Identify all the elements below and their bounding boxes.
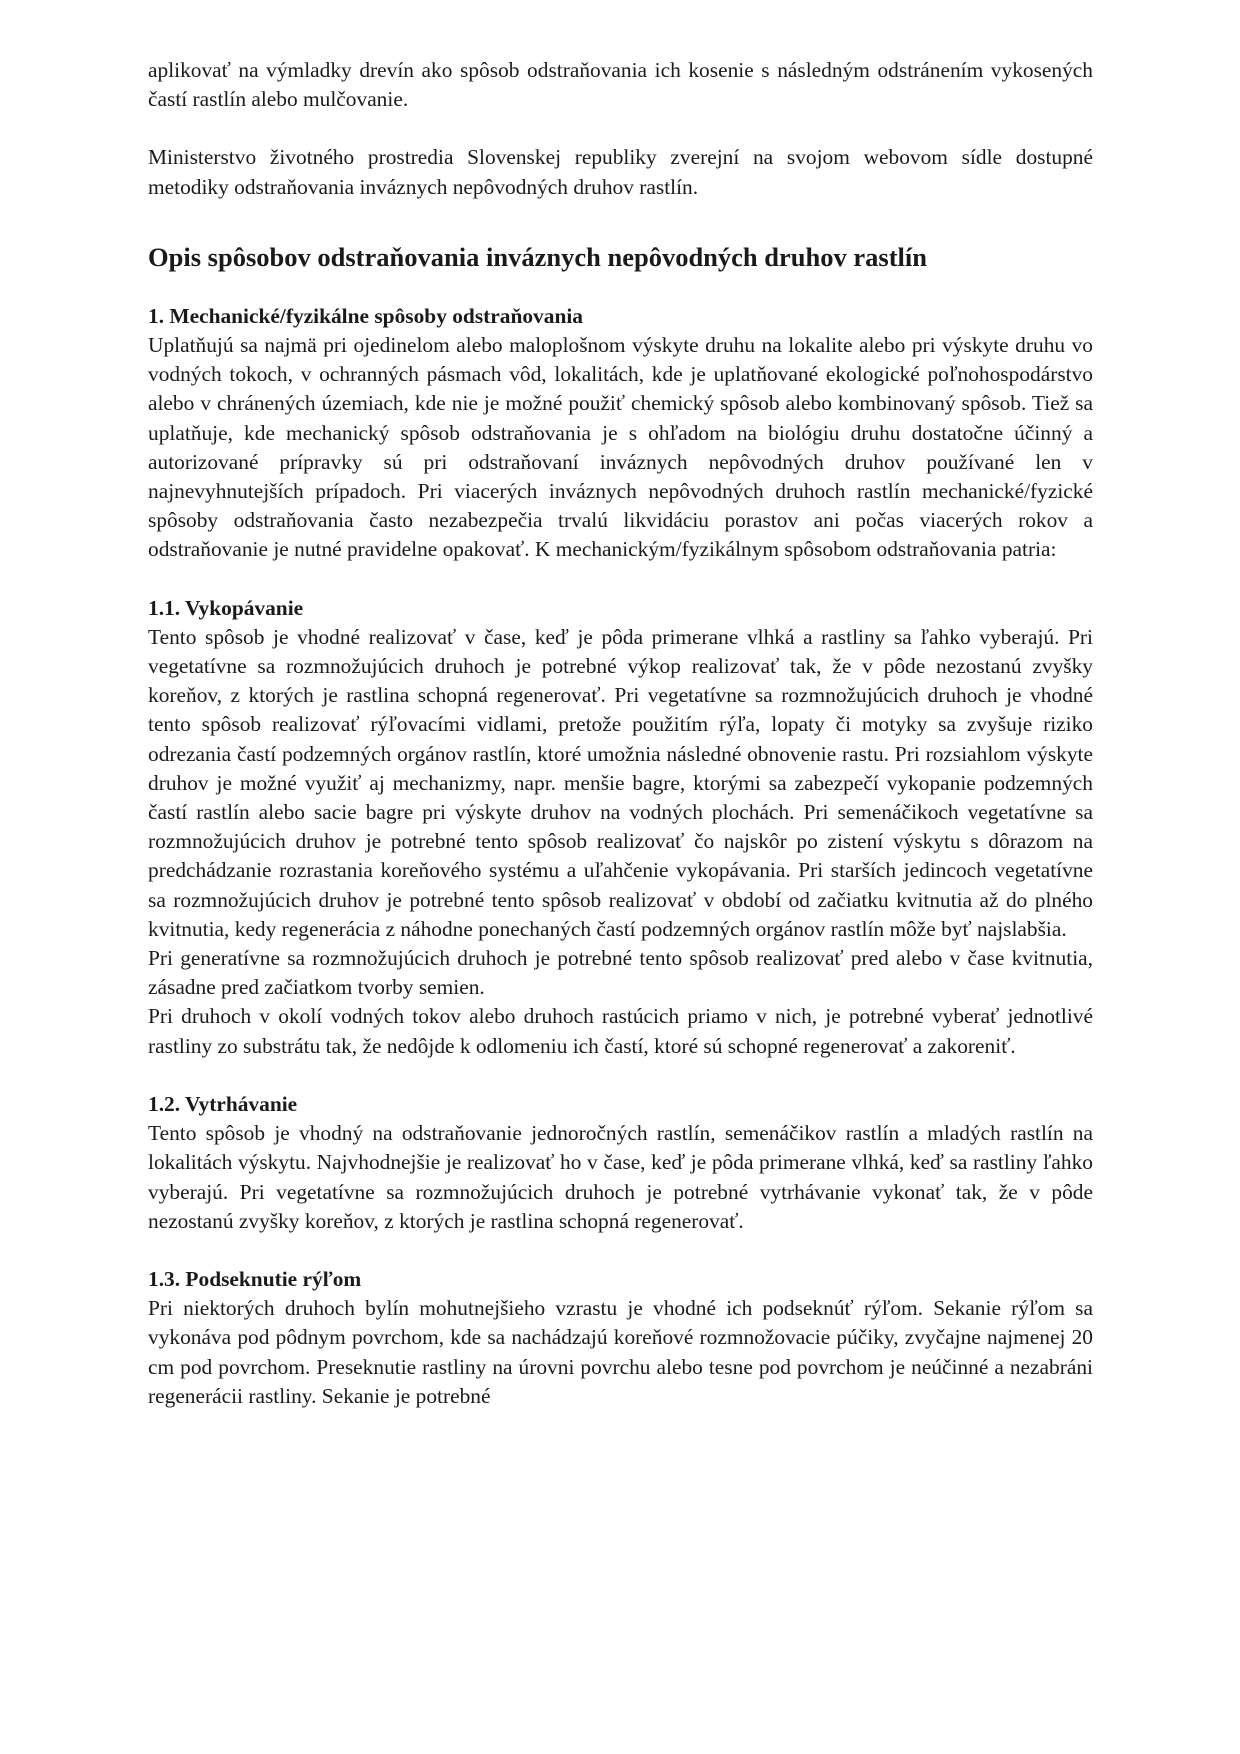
document-page bbox=[148, 56, 1093, 1411]
section-podseknutie bbox=[148, 1265, 1093, 1411]
subsection-title: 1.2. Vytrhávanie bbox=[148, 1091, 298, 1116]
paragraph: Uplatňujú sa najmä pri ojedinelom alebo maloplošnom výskyte druhu na lokalite alebo pri výskyte druhu vo vodných tokoch, v ochranných pásmach vôd, lokalitách, kde je uplatňované ekologické poľnohospodárstvo alebo v chránených územiach, kde nie je možné použiť chemický spôsob alebo kombinovaný spôsob. Tiež sa uplatňuje, kde mechanický spôsob odstraňovania je s ohľadom na biológiu druhu dostatočne účinný a autorizované prípravky sú pri odstraňovaní inváznych nepôvodných druhov používané len v najnevyhnutejších prípadoch. Pri viacerých inváznych nepôvodných druhoch rastlín mechanické/fyzické spôsoby odstraňovania často nezabezpečia trvalú likvidáciu porastov ani počas viacerých rokov a odstraňovanie je nutné pravidelne opakovať. K mechanickým/fyzikálnym spôsobom odstraňovania patria: bbox=[148, 333, 1093, 562]
intro-paragraph: aplikovať na výmladky drevín ako spôsob odstraňovania ich kosenie s následným odstránením vykosených častí rastlín alebo mulčovanie. bbox=[148, 58, 1093, 112]
intro-paragraph: Ministerstvo životného prostredia Slovenskej republiky zverejní na svojom webovom sídle dostupné metodiky odstraňovania inváznych nepôvodných druhov rastlín. bbox=[148, 145, 1093, 199]
paragraph: Pri druhoch v okolí vodných tokov alebo druhoch rastúcich priamo v nich, je potrebné vyberať jednotlivé rastliny zo substrátu tak, že nedôjde k odlomeniu ich častí, ktoré sú schopné regenerovať a zakoreniť. bbox=[148, 1004, 1093, 1058]
section-vykopavanie bbox=[148, 594, 1093, 1061]
paragraph: Tento spôsob je vhodný na odstraňovanie jednoročných rastlín, semenáčikov rastlín a mladých rastlín na lokalitách výskytu. Najvhodnejšie je realizovať ho v čase, keď je pôda primerane vlhká, keď sa rastliny ľahko vyberajú. Pri vegetatívne sa rozmnožujúcich druhoch je potrebné vytrhávanie vykonať tak, že v pôde nezostanú zvyšky koreňov, z ktorých je rastlina schopná regenerovať. bbox=[148, 1121, 1093, 1233]
subsection-title: 1.1. Vykopávanie bbox=[148, 595, 304, 620]
subsection-title: 1.3. Podseknutie rýľom bbox=[148, 1266, 362, 1291]
paragraph: Pri generatívne sa rozmnožujúcich druhoch je potrebné tento spôsob realizovať pred alebo v čase kvitnutia, zásadne pred začiatkom tvorby semien. bbox=[148, 946, 1093, 1000]
section-mechanical bbox=[148, 302, 1093, 565]
paragraph: Tento spôsob je vhodné realizovať v čase, keď je pôda primerane vlhká a rastliny sa ľahko vyberajú. Pri vegetatívne sa rozmnožujúcich druhoch je potrebné výkop realizovať tak, že v pôde nezostanú zvyšky koreňov, z ktorých je rastlina schopná regenerovať. Pri vegetatívne sa rozmnožujúcich druhoch je vhodné tento spôsob realizovať rýľovacími vidlami, pretože použitím rýľa, lopaty či motyky sa zvyšuje riziko odrezania častí podzemných orgánov rastlín, ktoré umožnia následné obnovenie rastu. Pri rozsiahlom výskyte druhov je možné využiť aj mechanizmy, napr. menšie bagre, ktorými sa zabezpečí vykopanie podzemných častí rastlín alebo sacie bagre pri výskyte druhov na vodných plochách. Pri semenáčikoch vegetatívne sa rozmnožujúcich druhov je potrebné tento spôsob realizovať čo najskôr po zistení výskytu s dôrazom na predchádzanie rozrastania koreňového systému a uľahčenie vykopávania. Pri starších jedincoch vegetatívne sa rozmnožujúcich druhov je potrebné tento spôsob realizovať v období od začiatku kvitnutia až do plného kvitnutia, kedy regenerácia z náhodne ponechaných častí podzemných orgánov rastlín môže byť najslabšia. bbox=[148, 624, 1093, 941]
section-heading: Opis spôsobov odstraňovania inváznych nepôvodných druhov rastlín bbox=[148, 241, 928, 272]
paragraph: Pri niektorých druhoch bylín mohutnejšieho vzrastu je vhodné ich podseknúť rýľom. Sekanie rýľom sa vykonáva pod pôdnym povrchom, kde sa nachádzajú koreňové rozmnožovacie púčiky, zvyčajne najmenej 20 cm pod povrchom. Preseknutie rastliny na úrovni povrchu alebo tesne pod povrchom je neúčinné a nezabráni regenerácii rastliny. Sekanie je potrebné bbox=[148, 1296, 1093, 1408]
section-vytrhavanie bbox=[148, 1090, 1093, 1236]
subsection-title: 1. Mechanické/fyzikálne spôsoby odstraňovania bbox=[148, 303, 583, 328]
